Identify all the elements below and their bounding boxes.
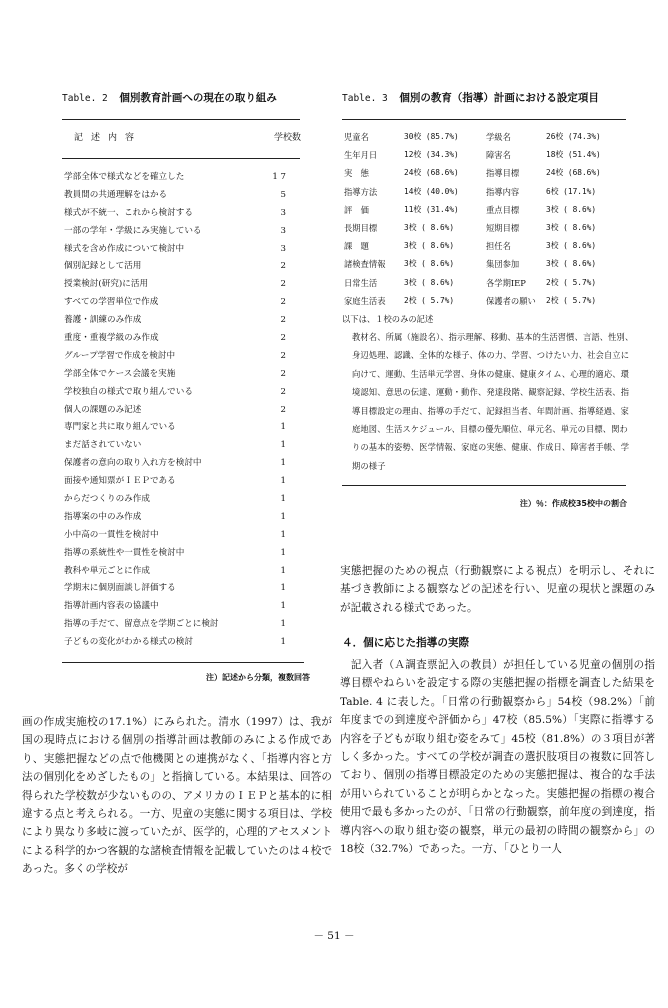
row-text: 様式が不統一、これから検討する — [64, 207, 193, 218]
table2-label: Table. 2 — [62, 93, 108, 104]
row-count: 5 — [280, 189, 286, 200]
table3-top-rule — [342, 119, 626, 120]
item-value: 24校 (68.6%) — [404, 168, 459, 178]
table-row — [62, 187, 286, 205]
right-body-paragraph-1: 実態把握のための視点（行動観察による視点）を明示し、それに基づき教師による観察などの記述を行い、児童の現状と課題のみが記載される様式であった。 — [340, 565, 655, 614]
row-text: 学部全体でケース会議を実施 — [64, 368, 176, 379]
right-body-paragraph-2: 記入者（Ａ調査票記入の教員）が担任している児童の個別の指導目標やねらいを設定する際の実態把握の指標を調査した結果をTable. 4 に表した。「日常の行動観察から」54校（98.2%）「前年度までの到達度や評価から」47校（85.5%）「実際に指導する内容を子どもが取り組む姿をみて」45校（81.8%）の３項目が著しく多かった。すべての学校が調査の選択肢項目の複数に回答しており、個別の指導目標設定のための実態把握は、複合的な手法が用いられていることが明らかとなった。実態把握の指標の複合使用で最も多かったのが、「日常の行動観察，前年度の到達度，指導内容への取り組む姿の観察，単元の最初の時間の観察から」の18校（32.7%）であった。一方、「ひとり一人 — [340, 659, 655, 856]
row-text: 学校独自の様式で取り組んでいる — [64, 386, 193, 397]
item-value: 2校 ( 5.7%) — [546, 277, 597, 287]
table-row — [62, 312, 286, 330]
row-text: グループ学習で作成を検討中 — [64, 350, 176, 361]
section-heading: ４．個に応じた指導の実際 — [342, 637, 470, 649]
row-count: 2 — [280, 350, 286, 361]
row-count: 3 — [280, 207, 286, 218]
table-row — [62, 276, 286, 294]
item-value: 24校 (68.6%) — [546, 168, 601, 178]
table-row — [62, 509, 286, 527]
table-row — [62, 366, 286, 384]
row-count: 3 — [280, 243, 286, 254]
row-text: 授業検討(研究)に活用 — [64, 279, 149, 290]
item-value: 12校 (34.3%) — [404, 150, 459, 160]
table-row — [62, 348, 286, 366]
item-label: 生年月日 — [344, 150, 378, 161]
item-value: 3校 ( 8.6%) — [404, 277, 455, 287]
table-row — [62, 473, 286, 491]
item-value: 26校 (74.3%) — [546, 132, 601, 141]
table-row — [62, 491, 286, 509]
row-count: 1 — [280, 422, 286, 433]
table3-single-items: 教材名、所属（施設名）、指示理解、移動、基本的生活習慣、言語、性別、身辺処理、認識、全体的な様子、体の力、学習、つけたい力、社会自立に向けて、運動、生活単元学習、身体の健康、健康タイム、心理的適応、環境認知、意思の伝達、運動・動作、発達段階、観察記録、学校生活表、指導目標設定の理由、指導の手だて、記録担当者、年間計画、指導経過、家庭地図、生活スケジュール、目標の優先順位、単元名、単元の目標、関わりの基本的姿勢、医学情報、家庭の実態、健康、作成日、障害者手帳、学期の様子 — [352, 331, 634, 471]
item-label: 指導方法 — [344, 186, 378, 197]
item-label: 各学期IEP — [486, 277, 526, 288]
row-text: 個人の課題のみ記述 — [64, 404, 142, 415]
row-count: 1 — [280, 458, 286, 469]
table2 — [62, 90, 310, 683]
table-row — [62, 169, 286, 187]
row-count: 1 — [280, 529, 286, 540]
row-text: 専門家と共に取り組んでいる — [64, 422, 176, 433]
item-value: 18校 (51.4%) — [546, 150, 601, 160]
table3-label: Table. 3 — [342, 93, 388, 104]
table-row — [62, 384, 286, 402]
item-value: 3校 ( 8.6%) — [546, 204, 597, 214]
item-value: 14校 (40.0%) — [404, 186, 459, 196]
item-value: 3校 ( 8.6%) — [404, 222, 455, 232]
row-count: 1 — [280, 494, 286, 505]
table-row — [62, 437, 286, 455]
row-text: 教科や単元ごとに作成 — [64, 565, 150, 576]
row-count: 2 — [280, 333, 286, 344]
item-value: 3校 ( 8.6%) — [546, 259, 597, 269]
item-value: 11校 (31.4%) — [404, 204, 459, 214]
row-text: 指導の手だて、留意点を学期ごとに検討 — [64, 619, 219, 630]
row-text: 教員間の共通理解をはかる — [64, 189, 168, 200]
left-body-paragraph: 画の作成実施校の17.1%）にみられた。清水（1997）は、我が国の現時点における個別の指導計画は教師のみによる作成であり、実態把握などの点で他機関との連携がなく、「指導内容と方法の個別化をめざしたもの」と指摘している。本結果は、回答の得られた学校数が少ないものの、アメリカのＩＥＰと基本的に相違する点と考えられる。一方、児童の実態に関する項目は、学校により異なり多岐に渡っていたが、医学的，心理的アセスメントによる科学的かつ客観的な諸検査情報を記載していたのは４校であった。多くの学校が — [22, 716, 332, 876]
table-row — [62, 527, 286, 545]
item-label: 児童名 — [344, 132, 369, 142]
table-row — [62, 563, 286, 581]
row-text: 様式を含め作成について検討中 — [64, 243, 185, 254]
table2-bottom-rule — [62, 662, 304, 663]
item-label: 実 態 — [344, 168, 369, 179]
table-row — [62, 634, 286, 652]
table3-note: 注）％：作成校35校中の割合 — [519, 499, 627, 509]
row-text: すべての学習単位で作成 — [64, 297, 159, 308]
row-text: からだつくりのみ作成 — [64, 494, 150, 505]
item-label: 保護者の願い — [486, 295, 536, 306]
table-row — [62, 294, 286, 312]
row-text: 指導の系統性や一貫性を検討中 — [64, 547, 185, 558]
row-count: 2 — [280, 368, 286, 379]
table2-header — [62, 120, 307, 152]
row-count: 2 — [280, 386, 286, 397]
table3-grid — [342, 128, 644, 310]
row-text: 学期末に個別面談し評価する — [64, 583, 176, 594]
table2-body — [62, 169, 307, 652]
table3 — [342, 90, 644, 509]
table-row — [62, 580, 286, 598]
row-count: 1 7 — [272, 172, 286, 182]
row-count: 1 — [280, 476, 286, 487]
item-value: 2校 ( 5.7%) — [546, 295, 597, 305]
row-count: 2 — [280, 261, 286, 272]
table-row — [62, 616, 286, 634]
item-label: 長期目標 — [344, 222, 378, 233]
table3-caption: 個別の教育（指導）計画における設定項目 — [399, 92, 599, 104]
row-count: 2 — [280, 279, 286, 290]
row-count: 2 — [280, 297, 286, 308]
row-text: 指導案の中のみ作成 — [64, 511, 142, 522]
row-count: 2 — [280, 404, 286, 415]
item-label: 指導内容 — [486, 186, 520, 197]
row-count: 2 — [280, 315, 286, 326]
item-value: 30校 (85.7%) — [404, 132, 459, 141]
item-label: 学級名 — [486, 132, 511, 142]
table2-header-content: 記述内容 — [74, 133, 143, 143]
row-text: 小中高の一貫性を検討中 — [64, 529, 159, 540]
row-text: 面接や通知票がＩＥＰである — [64, 476, 176, 487]
table-row — [62, 205, 286, 223]
item-value: 6校 (17.1%) — [546, 186, 597, 196]
item-value: 3校 ( 8.6%) — [546, 241, 597, 251]
row-text: 重度・重複学級のみ作成 — [64, 333, 159, 344]
table-row — [62, 598, 286, 616]
row-text: 学部全体で様式などを確立した — [64, 172, 185, 182]
item-value: 3校 ( 8.6%) — [404, 241, 455, 251]
item-value: 2校 ( 5.7%) — [404, 295, 455, 305]
row-text: 個別記録として活用 — [64, 261, 142, 272]
table-row — [62, 258, 286, 276]
row-count: 1 — [280, 601, 286, 612]
table-row — [62, 419, 286, 437]
table-row — [62, 402, 286, 420]
row-text: 養護・訓練のみ作成 — [64, 315, 142, 326]
item-label: 諸検査情報 — [344, 259, 386, 270]
table2-caption: 個別教育計画への現在の取り組み — [119, 92, 277, 104]
page-number: － 51 － — [313, 930, 355, 942]
table2-title — [62, 90, 307, 105]
item-label: 課 題 — [344, 241, 369, 252]
table-row — [62, 223, 286, 241]
table-row — [62, 241, 286, 259]
row-text: 一部の学年・学級にみ実施している — [64, 225, 202, 236]
table3-bottom-rule — [342, 485, 626, 486]
item-value: 3校 ( 8.6%) — [404, 259, 455, 269]
row-text: 子どもの変化がわかる様式の検討 — [64, 637, 193, 648]
row-count: 3 — [280, 225, 286, 236]
table3-sub-heading: 以下は、１校のみの記述 — [342, 313, 434, 324]
row-count: 1 — [280, 511, 286, 522]
item-label: 指導目標 — [486, 168, 520, 179]
table2-header-rule — [62, 158, 300, 159]
item-label: 障害名 — [486, 150, 511, 161]
table2-header-count: 学校数 — [273, 133, 301, 143]
row-text: 指導計画内容表の協議中 — [64, 601, 159, 612]
row-count: 1 — [280, 637, 286, 648]
item-label: 家庭生活表 — [344, 295, 386, 306]
row-text: 保護者の意向の取り入れ方を検討中 — [64, 458, 202, 469]
row-count: 1 — [280, 565, 286, 576]
row-count: 1 — [280, 547, 286, 558]
table-row — [62, 455, 286, 473]
item-label: 担任名 — [486, 241, 511, 252]
table2-note: 注）記述から分類，複数回答 — [206, 673, 310, 683]
item-label: 日常生活 — [344, 277, 378, 288]
table3-title — [342, 90, 644, 105]
row-count: 1 — [280, 619, 286, 630]
row-text: まだ話されていない — [64, 440, 142, 451]
item-label: 評 価 — [344, 204, 369, 215]
row-count: 1 — [280, 583, 286, 594]
item-label: 重点目標 — [486, 204, 520, 215]
table-row — [62, 330, 286, 348]
row-count: 1 — [280, 440, 286, 451]
item-label: 短期目標 — [486, 222, 520, 233]
item-label: 集団参加 — [486, 259, 520, 270]
table-row — [62, 545, 286, 563]
item-value: 3校 ( 8.6%) — [546, 222, 597, 232]
